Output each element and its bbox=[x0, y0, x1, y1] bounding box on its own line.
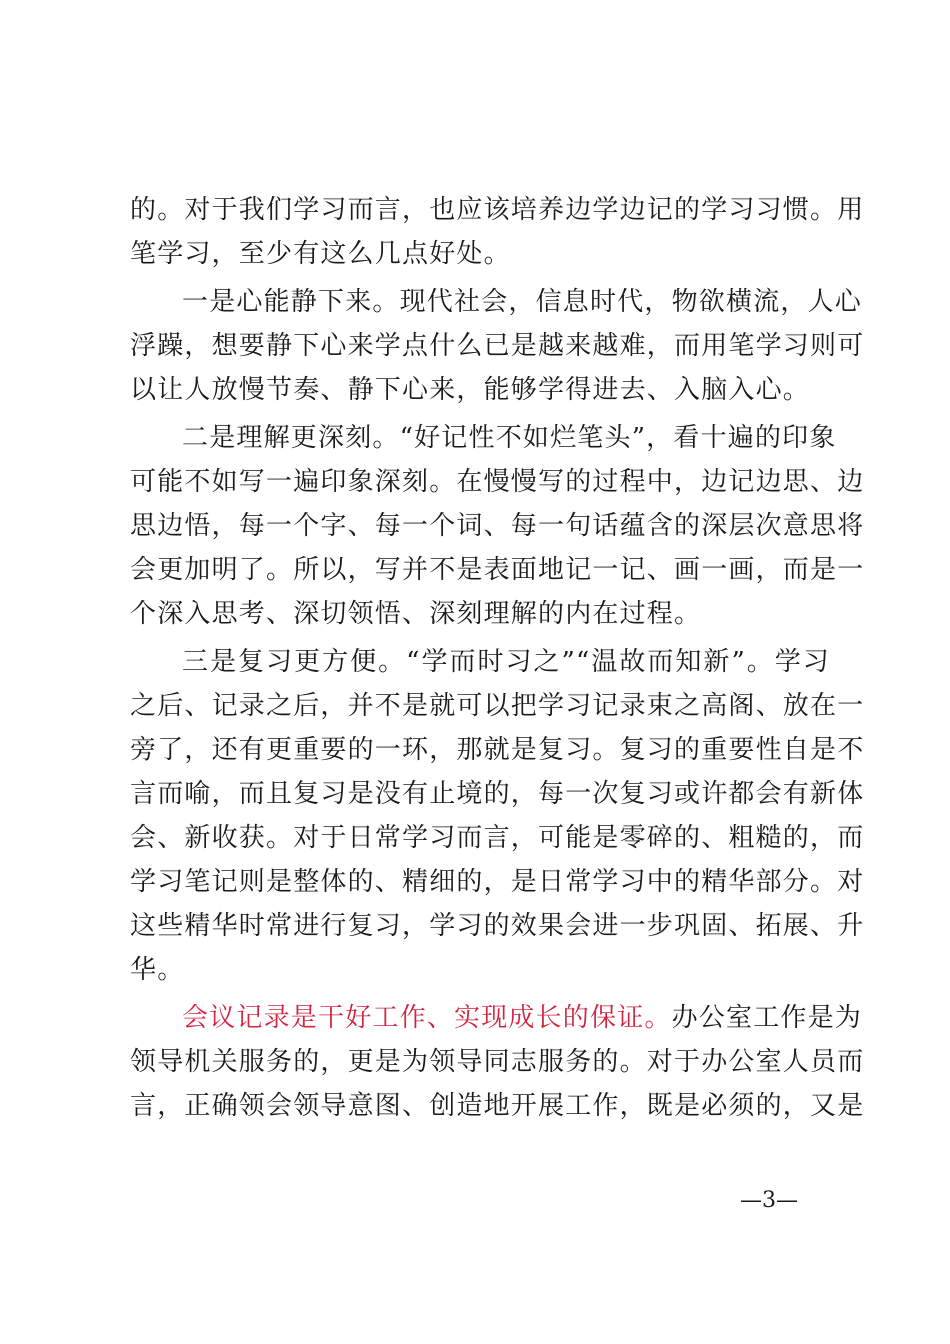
page-number: —3— bbox=[740, 1188, 798, 1213]
text-line: 这些精华时常进行复习，学习的效果会进一步巩固、拓展、升 bbox=[130, 911, 865, 941]
highlight-line bbox=[182, 1000, 863, 1036]
text-line: 学习笔记则是整体的、精细的，是日常学习中的精华部分。对 bbox=[130, 867, 865, 897]
highlight-continuation: 办公室工作是为 bbox=[671, 1003, 863, 1033]
text-line: 个深入思考、深切领悟、深刻理解的内在过程。 bbox=[130, 599, 702, 629]
text-line: 以让人放慢节奏、静下心来，能够学得进去、入脑入心。 bbox=[130, 375, 811, 405]
text-line: 二是理解更深刻。“好记性不如烂笔头”，看十遍的印象 bbox=[182, 423, 837, 453]
text-line: 三是复习更方便。“学而时习之”“温故而知新”。学习 bbox=[182, 647, 830, 677]
text-line: 的。对于我们学习而言，也应该培养边学边记的学习习惯。用 bbox=[130, 195, 865, 225]
text-line: 言而喻，而且复习是没有止境的，每一次复习或许都会有新体 bbox=[130, 779, 865, 809]
text-line: 思边悟，每一个字、每一个词、每一句话蕴含的深层次意思将 bbox=[130, 511, 865, 541]
text-line: 一是心能静下来。现代社会，信息时代，物欲横流，人心 bbox=[182, 287, 863, 317]
text-line: 之后、记录之后，并不是就可以把学习记录束之高阁、放在一 bbox=[130, 691, 865, 721]
text-line: 浮躁，想要静下心来学点什么已是越来越难，而用笔学习则可 bbox=[130, 331, 865, 361]
highlight-heading: 会议记录是干好工作、实现成长的保证。 bbox=[182, 1003, 672, 1033]
text-line: 言，正确领会领导意图、创造地开展工作，既是必须的，又是 bbox=[130, 1091, 865, 1121]
text-line: 会、新收获。对于日常学习而言，可能是零碎的、粗糙的，而 bbox=[130, 823, 865, 853]
text-line: 旁了，还有更重要的一环，那就是复习。复习的重要性自是不 bbox=[130, 735, 865, 765]
text-line: 会更加明了。所以，写并不是表面地记一记、画一画，而是一 bbox=[130, 555, 865, 585]
text-line: 可能不如写一遍印象深刻。在慢慢写的过程中，边记边思、边 bbox=[130, 467, 865, 497]
text-line: 领导机关服务的，更是为领导同志服务的。对于办公室人员而 bbox=[130, 1047, 865, 1077]
text-line: 笔学习，至少有这么几点好处。 bbox=[130, 239, 511, 269]
text-line: 华。 bbox=[130, 955, 185, 985]
